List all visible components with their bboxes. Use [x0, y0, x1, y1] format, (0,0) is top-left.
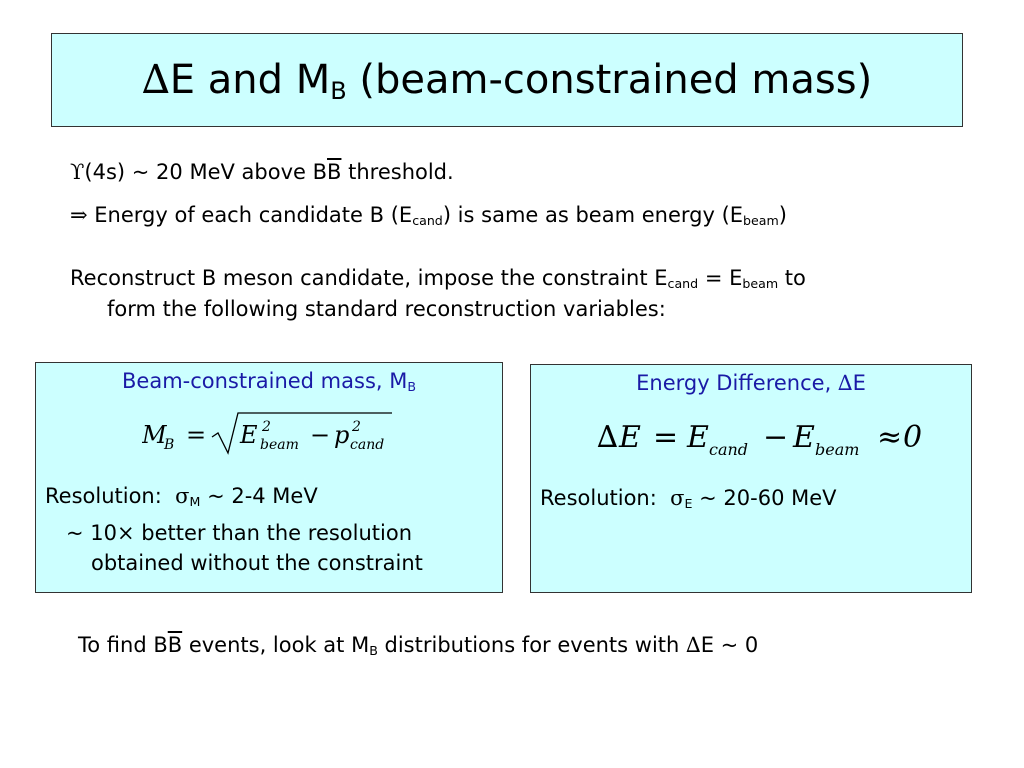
sigma-symbol: σ [175, 484, 190, 508]
formula-minus-2: − [763, 420, 789, 455]
formula-p: p [334, 421, 350, 449]
mass-formula [142, 409, 402, 457]
energy-resolution [540, 483, 837, 513]
mass-note-b: better than the resolution [134, 521, 413, 545]
formula-minus: − [310, 421, 331, 449]
sigma-sub-e: E [684, 496, 693, 512]
footer-delta: ∆ [686, 633, 701, 657]
energy-resolution-value: ~ 20-60 MeV [692, 486, 837, 510]
energy-box-title-text: Energy Difference, [636, 371, 838, 395]
bullet-upsilon-text-a: (4s) ~ 20 MeV above B [84, 160, 328, 184]
mass-box-title-text: Beam-constrained mass, M [122, 369, 408, 393]
bullet-upsilon [70, 157, 454, 188]
formula-delta-e: E [619, 420, 641, 455]
bullet-energy [70, 200, 787, 231]
upsilon-symbol: ϒ [70, 160, 85, 184]
formula-e-sub: beam [260, 437, 299, 453]
sub-cand: cand [412, 213, 443, 229]
sub-beam: beam [743, 213, 779, 229]
mass-box-title [36, 369, 502, 393]
formula-e-beam-sub: beam [815, 440, 860, 459]
footer-text [78, 633, 758, 657]
formula-approx: ≈ [877, 420, 903, 455]
delta-symbol: ∆ [141, 57, 170, 103]
title-subscript: B [330, 77, 347, 105]
reconstruct-paragraph [70, 263, 806, 325]
mass-box-title-sub: B [407, 379, 416, 395]
formula-p-sub: cand [350, 437, 385, 453]
formula-m: M [142, 421, 167, 449]
energy-formula [597, 413, 937, 463]
bullet-upsilon-text-b: threshold. [341, 160, 454, 184]
footer-sub-b: B [369, 643, 378, 659]
sub-cand-2: cand [667, 276, 699, 292]
formula-e: E [240, 421, 258, 449]
slide-title [51, 33, 963, 127]
formula-eq: = [186, 421, 207, 449]
formula-p-sup: 2 [352, 419, 361, 435]
reconstruct-text-a: Reconstruct B meson candidate, impose the constraint E [70, 266, 668, 290]
sigma-sub-m: M [189, 494, 201, 510]
mass-resolution-value: ~ 2-4 MeV [200, 484, 318, 508]
mass-resolution [45, 481, 318, 511]
reconstruct-text-b: = E [698, 266, 743, 290]
implies-arrow: ⇒ [70, 203, 88, 227]
formula-e-sup: 2 [262, 419, 271, 435]
mass-note-c: obtained without the constraint [91, 551, 423, 575]
footer-text-d: E ~ 0 [700, 633, 759, 657]
bullet-energy-text-a: Energy of each candidate B (E [87, 203, 413, 227]
footer-text-b: events, look at M [182, 633, 370, 657]
mass-note [66, 518, 423, 578]
mass-note-a: ~ 10 [66, 521, 117, 545]
footer-text-a: To find B [78, 633, 168, 657]
title-text-2: (beam-constrained mass) [346, 57, 873, 103]
formula-e-beam: E [793, 420, 815, 455]
energy-box-title [531, 371, 971, 395]
b-bar: $\overline{B}$ [327, 160, 342, 184]
mass-box [35, 362, 503, 593]
title-text-1: E and M [169, 57, 331, 103]
energy-box-delta: ∆ [837, 371, 853, 395]
energy-box-title-e: E [852, 371, 866, 395]
reconstruct-text-c: to [778, 266, 806, 290]
formula-m-sub: B [164, 437, 175, 453]
footer-b-bar: $\overline{B}$ [167, 633, 183, 657]
energy-formula-svg [597, 413, 937, 463]
formula-eq-2: = [653, 420, 679, 455]
formula-zero: 0 [903, 420, 923, 455]
mass-formula-svg [142, 409, 402, 457]
energy-resolution-label: Resolution: [540, 486, 657, 510]
formula-e-cand-sub: cand [709, 440, 749, 459]
mass-resolution-label: Resolution: [45, 484, 162, 508]
bullet-energy-text-b: ) is same as beam energy (E [442, 203, 744, 227]
times-symbol: × [117, 521, 135, 545]
formula-e-cand: E [687, 420, 709, 455]
reconstruct-text-d: form the following standard reconstruction variables: [107, 297, 666, 321]
sub-beam-2: beam [742, 276, 779, 292]
formula-delta: ∆ [597, 420, 618, 455]
sigma-symbol-2: σ [670, 486, 685, 510]
bullet-energy-text-c: ) [778, 203, 787, 227]
footer-text-c: distributions for events with [377, 633, 687, 657]
energy-box [530, 364, 972, 593]
